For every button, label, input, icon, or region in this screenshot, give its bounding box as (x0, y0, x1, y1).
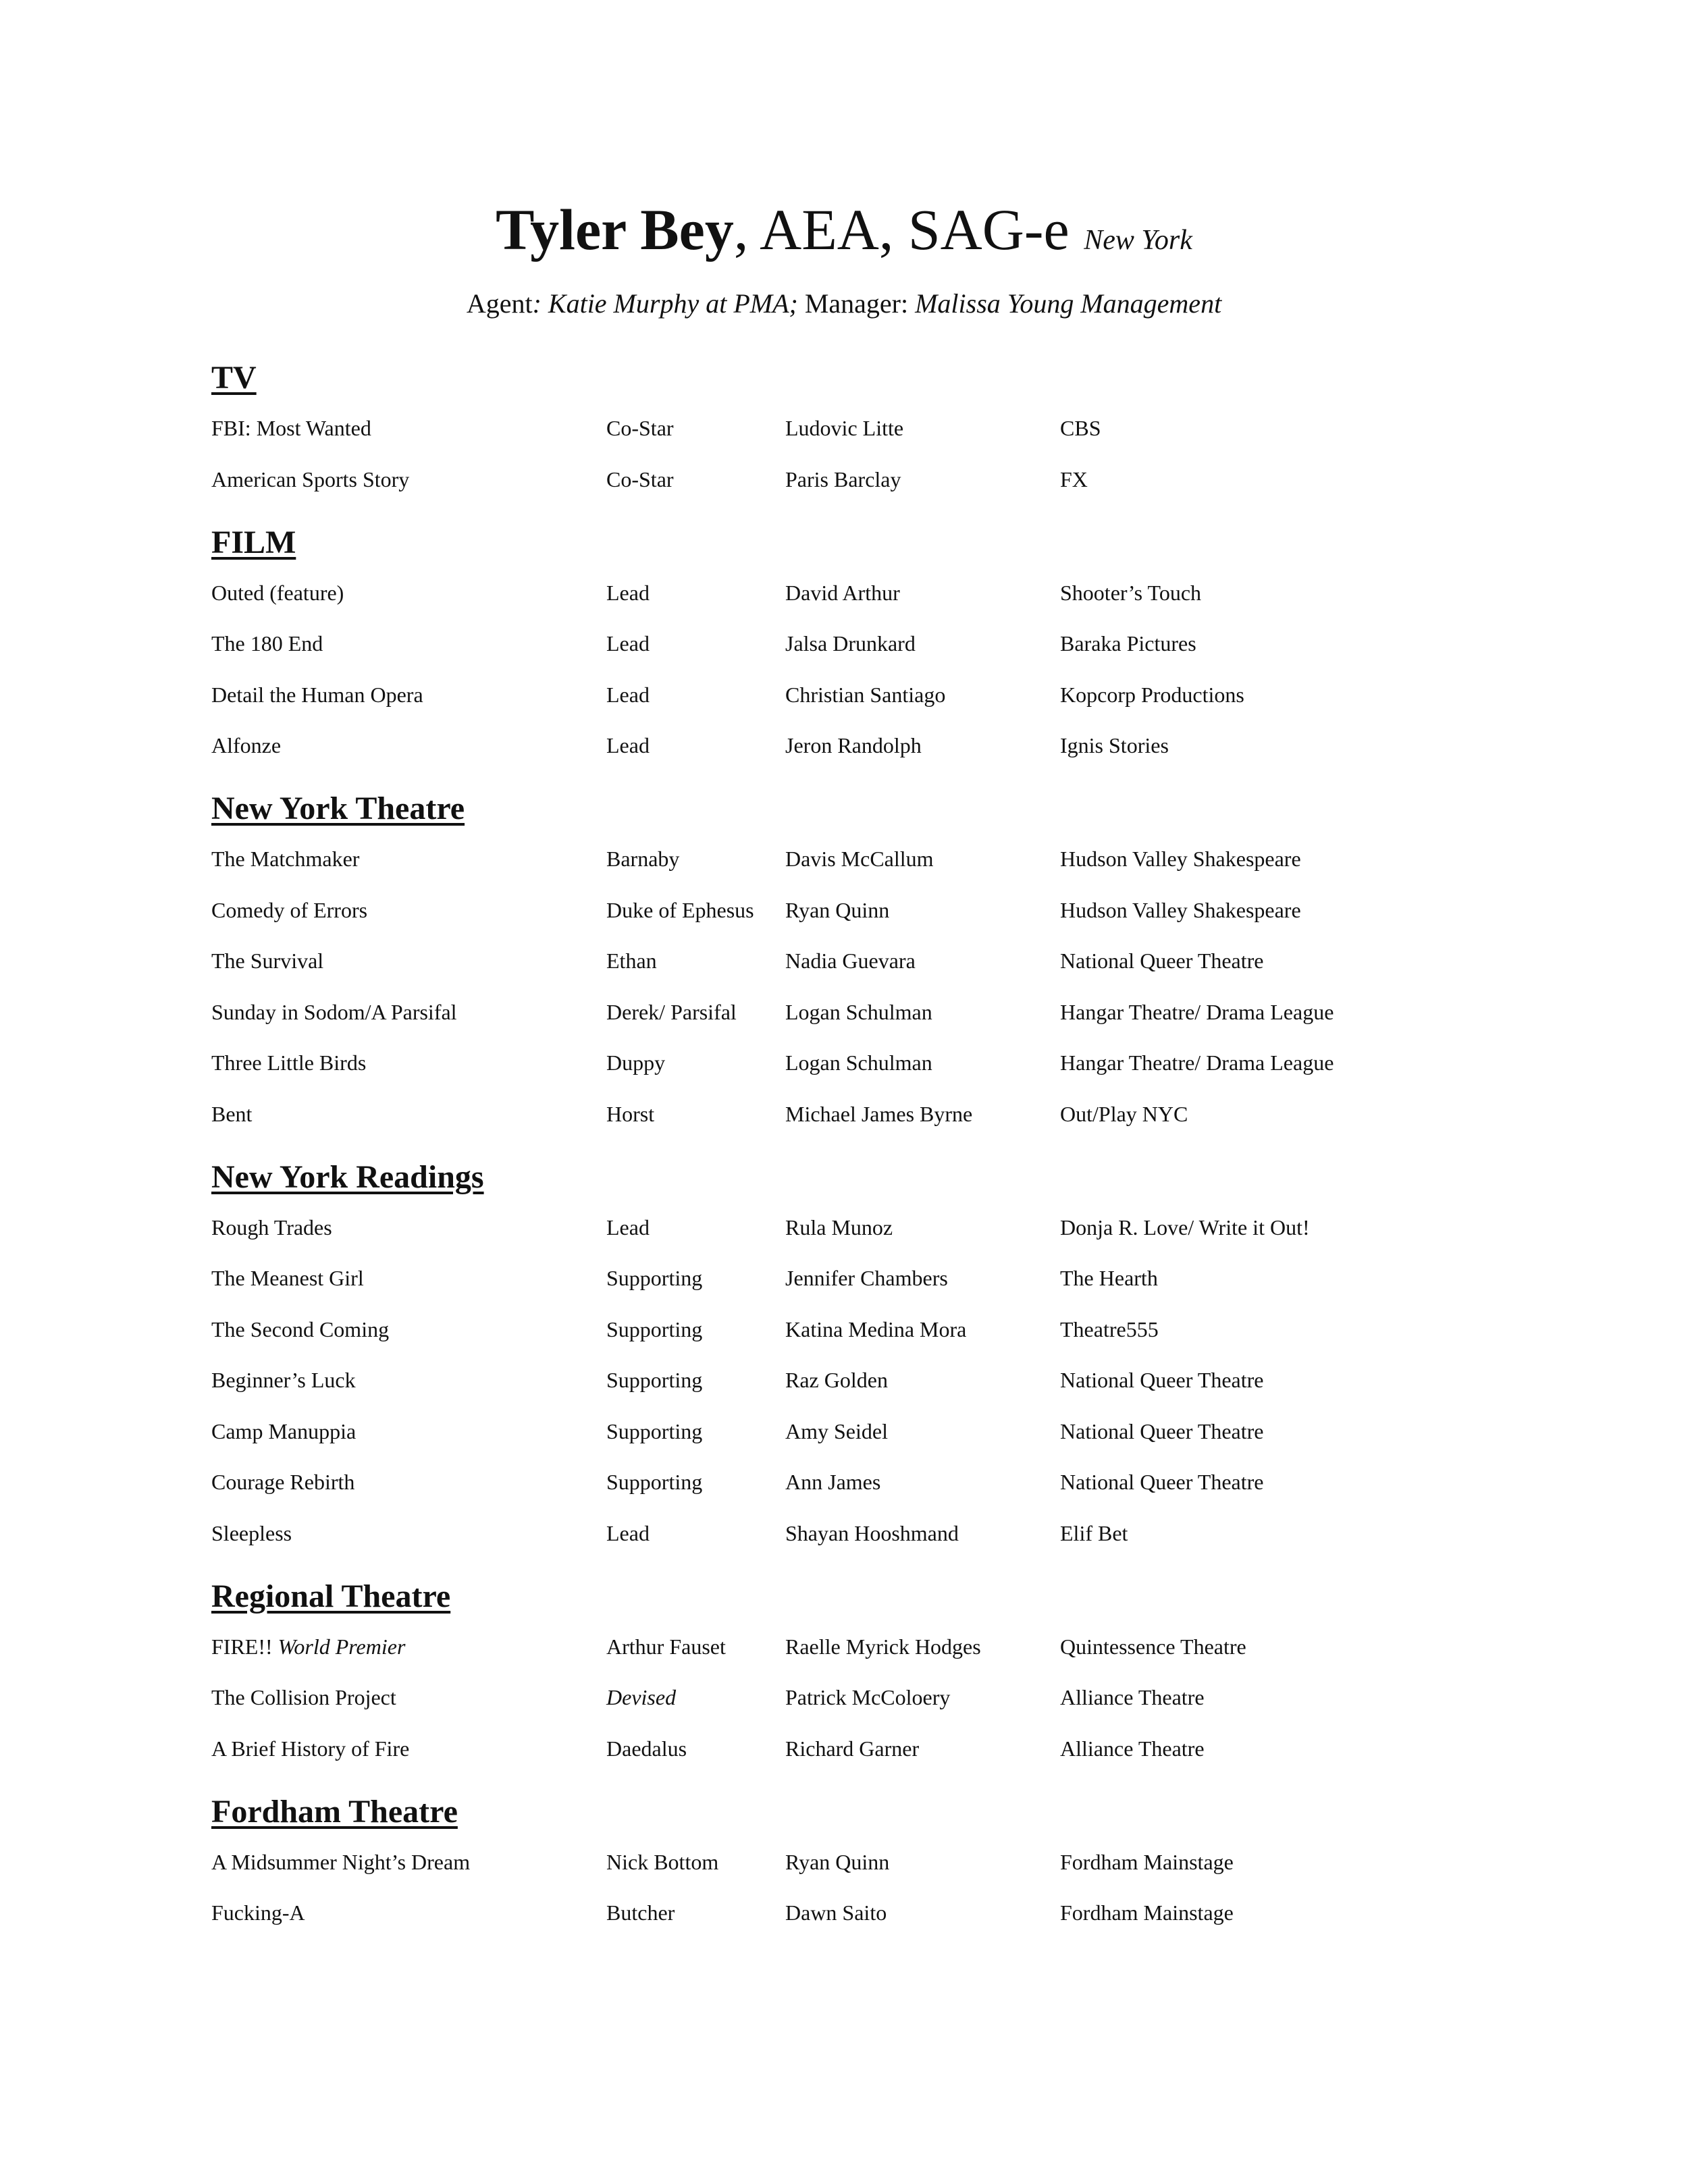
credit-company: Hudson Valley Shakespeare (1060, 847, 1301, 871)
credit-row (211, 1366, 1494, 1418)
credit-director: Paris Barclay (785, 467, 901, 491)
credit-title-text: FBI: Most Wanted (211, 416, 371, 440)
credit-title (211, 732, 281, 759)
credit-company: Donja R. Love/ Write it Out! (1060, 1215, 1310, 1240)
credit-title (211, 1899, 305, 1926)
credit-row (211, 998, 1494, 1050)
credit-title-text: Camp Manuppia (211, 1418, 357, 1443)
agent-value: : Katie Murphy at PMA; (532, 288, 798, 319)
credits-list (211, 358, 1494, 1956)
credit-title-text: Fucking-A (211, 1900, 305, 1925)
credit-company: Alliance Theatre (1060, 1685, 1205, 1709)
credit-title-text: The Meanest Girl (211, 1266, 364, 1290)
credit-title-text: Sunday in Sodom/A Parsifal (211, 999, 457, 1024)
credit-row (211, 897, 1494, 948)
credit-role: Co-Star (606, 416, 674, 440)
credit-row (211, 732, 1494, 789)
credit-company: Fordham Mainstage (1060, 1849, 1234, 1874)
credit-title (211, 1633, 405, 1660)
credit-director: Rula Munoz (785, 1215, 893, 1240)
credit-title (211, 1100, 252, 1127)
credit-role: Lead (606, 682, 650, 707)
credit-row (211, 1468, 1494, 1520)
credit-title (211, 1848, 470, 1875)
section-title: TV (211, 360, 257, 396)
credit-company: Elif Bet (1060, 1520, 1128, 1545)
credit-role: Lead (606, 733, 650, 757)
credit-row (211, 1899, 1494, 1956)
credit-row (211, 579, 1494, 631)
credit-title-text: The Survival (211, 949, 324, 973)
credit-role: Nick Bottom (606, 1849, 719, 1874)
credit-role: Co-Star (606, 467, 674, 491)
credit-row (211, 1316, 1494, 1367)
credit-director: Raelle Myrick Hodges (785, 1634, 981, 1659)
credit-title (211, 1316, 389, 1343)
section-title: Regional Theatre (211, 1578, 451, 1614)
credit-company: National Queer Theatre (1060, 1418, 1264, 1443)
credit-director: Logan Schulman (785, 999, 932, 1024)
credit-role: Arthur Fauset (606, 1634, 726, 1659)
credit-title-text: Outed (feature) (211, 580, 344, 605)
credit-row (211, 1418, 1494, 1469)
credit-role: Daedalus (606, 1736, 687, 1761)
credit-company: Ignis Stories (1060, 733, 1169, 757)
credit-title (211, 1468, 354, 1495)
credit-title-text: American Sports Story (211, 467, 410, 491)
credit-title-note: World Premier (278, 1634, 406, 1659)
credit-title (211, 681, 423, 708)
credit-role: Lead (606, 631, 650, 656)
representation-line (0, 287, 1688, 321)
credit-title (211, 1264, 364, 1291)
credit-row (211, 466, 1494, 523)
manager-label: Manager: (797, 288, 916, 319)
credit-row (211, 1684, 1494, 1735)
credit-title-text: Sleepless (211, 1520, 292, 1545)
credit-company: Hangar Theatre/ Drama League (1060, 999, 1334, 1024)
credit-title (211, 579, 344, 606)
credit-row (211, 1214, 1494, 1265)
credit-role: Supporting (606, 1418, 703, 1443)
credit-director: Nadia Guevara (785, 949, 916, 973)
credit-title (211, 1049, 366, 1076)
credit-director: Amy Seidel (785, 1418, 888, 1443)
credit-title (211, 630, 323, 657)
location: New York (1084, 225, 1192, 256)
credit-title-text: The Matchmaker (211, 847, 360, 871)
credit-row (211, 1520, 1494, 1576)
credit-director: Dawn Saito (785, 1900, 887, 1925)
credit-title-text: Three Little Birds (211, 1050, 367, 1075)
credit-company: Baraka Pictures (1060, 631, 1196, 656)
credit-row (211, 1264, 1494, 1316)
credit-row (211, 845, 1494, 897)
credit-title (211, 1684, 396, 1711)
credit-role: Duppy (606, 1050, 666, 1075)
resume-header (0, 196, 1688, 274)
credit-director: Ryan Quinn (785, 897, 890, 922)
credit-role: Duke of Ephesus (606, 897, 754, 922)
credit-company: The Hearth (1060, 1266, 1158, 1290)
credit-company: Theatre555 (1060, 1316, 1159, 1341)
credit-director: Logan Schulman (785, 1050, 932, 1075)
credit-role: Lead (606, 1520, 650, 1545)
section-title: Fordham Theatre (211, 1793, 458, 1830)
credit-title (211, 998, 457, 1026)
credit-director: Jeron Randolph (785, 733, 922, 757)
credit-role: Supporting (606, 1368, 703, 1392)
credit-role: Horst (606, 1101, 655, 1126)
credit-title (211, 947, 323, 974)
credit-director: Katina Medina Mora (785, 1316, 967, 1341)
credit-title (211, 1366, 356, 1393)
credit-director: Richard Garner (785, 1736, 920, 1761)
credit-role: Butcher (606, 1900, 675, 1925)
credit-director: Ryan Quinn (785, 1849, 890, 1874)
credit-row (211, 1100, 1494, 1157)
credit-title-text: The Collision Project (211, 1685, 396, 1709)
credit-company: National Queer Theatre (1060, 1368, 1264, 1392)
credit-title-text: The Second Coming (211, 1316, 390, 1341)
credit-row (211, 1633, 1494, 1684)
credit-title-text: Courage Rebirth (211, 1470, 355, 1494)
credit-company: CBS (1060, 416, 1101, 440)
credit-title-text: The 180 End (211, 631, 323, 656)
credit-row (211, 1848, 1494, 1900)
actor-name: Tyler Bey (496, 197, 734, 262)
credit-role: Supporting (606, 1266, 703, 1290)
credit-title (211, 845, 359, 872)
credit-director: Jennifer Chambers (785, 1266, 948, 1290)
credit-director: Raz Golden (785, 1368, 888, 1392)
credit-role: Barnaby (606, 847, 680, 871)
credit-role: Devised (606, 1685, 677, 1709)
union-affiliations: , AEA, SAG-e (733, 197, 1070, 262)
credit-row (211, 1735, 1494, 1792)
credit-role: Supporting (606, 1316, 703, 1341)
credit-role: Derek/ Parsifal (606, 999, 737, 1024)
credit-role: Lead (606, 580, 650, 605)
credit-director: Shayan Hooshmand (785, 1520, 959, 1545)
credit-title-text: Rough Trades (211, 1215, 332, 1240)
credit-row (211, 947, 1494, 998)
credit-company: Kopcorp Productions (1060, 682, 1244, 707)
credit-title (211, 1418, 356, 1445)
credit-company: Hangar Theatre/ Drama League (1060, 1050, 1334, 1075)
credit-title (211, 415, 371, 442)
credit-company: Out/Play NYC (1060, 1101, 1188, 1126)
credit-company: National Queer Theatre (1060, 1470, 1264, 1494)
credit-row (211, 630, 1494, 681)
credit-title-text: A Midsummer Night’s Dream (211, 1849, 471, 1874)
credit-company: Fordham Mainstage (1060, 1900, 1234, 1925)
credit-row (211, 1049, 1494, 1100)
credit-row (211, 415, 1494, 466)
credit-director: Michael James Byrne (785, 1101, 973, 1126)
credit-company: Shooter’s Touch (1060, 580, 1202, 605)
agent-label: Agent (466, 288, 533, 319)
credit-title-text: Detail the Human Opera (211, 682, 423, 707)
credit-director: David Arthur (785, 580, 900, 605)
section-title: FILM (211, 524, 296, 560)
credit-director: Ludovic Litte (785, 416, 904, 440)
credit-title (211, 1520, 292, 1547)
credit-title-text: Alfonze (211, 733, 282, 757)
credit-title-text: Comedy of Errors (211, 897, 368, 922)
credit-role: Lead (606, 1215, 650, 1240)
manager-value: Malissa Young Management (915, 288, 1222, 319)
section-title: New York Readings (211, 1158, 484, 1195)
credit-company: National Queer Theatre (1060, 949, 1264, 973)
credit-title (211, 1735, 409, 1762)
credit-company: Quintessence Theatre (1060, 1634, 1246, 1659)
credit-row (211, 681, 1494, 733)
credit-role: Supporting (606, 1470, 703, 1494)
credit-company: Hudson Valley Shakespeare (1060, 897, 1301, 922)
credit-company: Alliance Theatre (1060, 1736, 1205, 1761)
section-title: New York Theatre (211, 791, 465, 826)
credit-title (211, 897, 367, 924)
credit-title-text: Beginner’s Luck (211, 1368, 356, 1392)
credit-director: Davis McCallum (785, 847, 934, 871)
credit-company: FX (1060, 467, 1088, 491)
credit-director: Patrick McColoery (785, 1685, 951, 1709)
credit-director: Christian Santiago (785, 682, 946, 707)
credit-director: Ann James (785, 1470, 881, 1494)
credit-role: Ethan (606, 949, 657, 973)
credit-director: Jalsa Drunkard (785, 631, 916, 656)
credit-title (211, 466, 409, 493)
credit-title-text: A Brief History of Fire (211, 1736, 410, 1761)
credit-title-text: Bent (211, 1101, 253, 1126)
credit-title (211, 1214, 332, 1241)
credit-title-text: FIRE!! (211, 1634, 278, 1659)
